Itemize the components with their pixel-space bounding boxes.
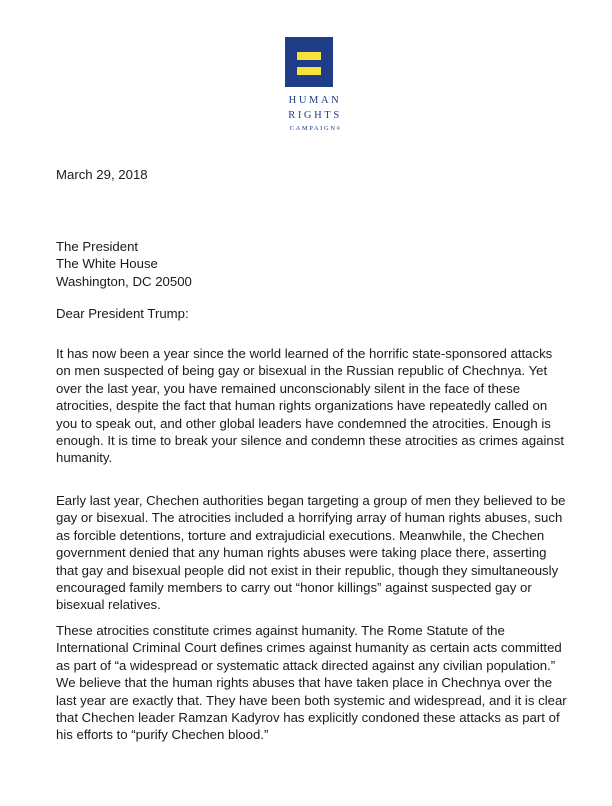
wordmark-human: HUMAN [288,95,342,106]
paragraph-line: that Chechen leader Ramzan Kadyrov has explicitly condoned these attacks as part of [56,710,560,726]
paragraph-line: enough. It is time to break your silence and condemn these atrocities as crimes against [56,433,564,449]
paragraph-line: last year are exactly that. They have been both systemic and widespread, and it is clear [56,692,567,708]
paragraph-line: on men suspected of being gay or bisexual in the Russian republic of Chechnya. Yet [56,363,548,379]
paragraph-3 [56,622,567,744]
paragraph-line: his efforts to “purify Chechen blood.” [56,727,269,743]
registered-mark: ® [336,127,341,132]
paragraph-line: atrocities, despite the fact that human rights organizations have repeatedly called on [56,398,548,414]
hrc-equality-logo-icon [285,37,333,87]
paragraph-line: that gay and bisexual people did not exist in their republic, though they simultaneously [56,562,559,578]
paragraph-line: you to speak out, and other global leaders have condemned the atrocities. Enough is [56,415,551,431]
paragraph-2 [56,492,566,614]
paragraph-line: gay or bisexual. The atrocities included a horrifying array of human rights abuses, such [56,510,563,526]
recipient-line: The President [56,239,139,254]
paragraph-line: bisexual relatives. [56,597,161,613]
recipient-line: The White House [56,256,158,272]
wordmark-campaign-text: CAMPAIGN [289,125,337,132]
paragraph-line: humanity. [56,450,113,466]
paragraph-line: It has now been a year since the world learned of the horrific state-sponsored attacks [56,346,553,361]
paragraph-line: government denied that any human rights abuses were taking place there, asserting [56,545,547,561]
paragraph-line: Early last year, Chechen authorities began targeting a group of men they believed to be [56,493,566,508]
recipient-line: Washington, DC 20500 [56,273,192,289]
paragraph-line: over the last year, you have remained unconscionably silent in the face of these [56,380,521,396]
paragraph-line: as part of “a widespread or systematic attack directed against any civilian population.” [56,657,556,673]
wordmark-campaign [270,125,360,132]
paragraph-line: encouraged family members to carry out “honor killings” against suspected gay or [56,580,532,596]
wordmark-rights: RIGHTS [288,110,342,121]
paragraph-line: These atrocities constitute crimes against humanity. The Rome Statute of the [56,623,505,638]
recipient-address [56,238,192,290]
paragraph-line: International Criminal Court defines crimes against humanity as certain acts committed [56,640,562,656]
letter-date: March 29, 2018 [56,167,148,182]
paragraph-line: We believe that the human rights abuses that have taken place in Chechnya over the [56,675,553,691]
paragraph-line: as forcible detentions, torture and extrajudicial executions. Meanwhile, the Chechen [56,527,545,543]
logo-bar-top [297,52,321,60]
logo-bar-bottom [297,67,321,75]
salutation: Dear President Trump: [56,306,189,321]
paragraph-1 [56,345,564,467]
